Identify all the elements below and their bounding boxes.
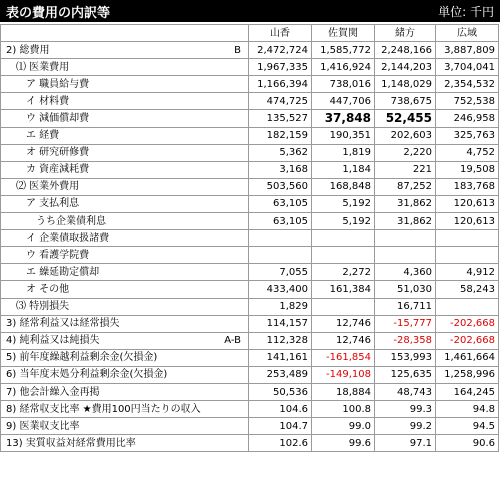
value-cell: 135,527	[249, 110, 312, 127]
row-label: カ 資産減耗費	[26, 164, 90, 176]
value-cell: 1,819	[312, 144, 375, 161]
column-header: 佐賀関	[312, 25, 375, 42]
row-label: オ その他	[26, 283, 70, 295]
row-label-cell	[1, 383, 249, 400]
row-mark: A-B	[224, 335, 241, 347]
value-cell: 5,192	[312, 213, 375, 230]
value-cell: 63,105	[249, 195, 312, 212]
table-row	[1, 230, 499, 247]
value-cell: 1,184	[312, 161, 375, 178]
value-cell: 99.3	[375, 401, 436, 418]
value-cell: 738,016	[312, 76, 375, 93]
value-cell: 125,635	[375, 366, 436, 383]
row-label: うち企業債利息	[36, 215, 106, 227]
cost-breakdown-table	[0, 24, 499, 452]
value-cell	[249, 230, 312, 247]
value-cell: 114,157	[249, 315, 312, 332]
value-cell: 738,675	[375, 93, 436, 110]
value-cell: 190,351	[312, 127, 375, 144]
row-label: ウ 看護学院費	[26, 249, 90, 261]
value-cell: 12,746	[312, 332, 375, 349]
value-cell: 161,384	[312, 281, 375, 298]
table-row	[1, 213, 499, 230]
value-cell: 1,585,772	[312, 42, 375, 59]
table-row	[1, 178, 499, 195]
value-cell: 48,743	[375, 383, 436, 400]
table-row	[1, 110, 499, 127]
row-label-cell	[1, 178, 249, 195]
row-label: ア 職員給与費	[26, 78, 90, 90]
value-cell: 31,862	[375, 213, 436, 230]
table-row	[1, 127, 499, 144]
row-label: 13) 実質収益対経常費用比率	[6, 437, 136, 449]
table-row	[1, 281, 499, 298]
value-cell: 5,362	[249, 144, 312, 161]
row-label: 6) 当年度末処分利益剰余金(欠損金)	[6, 369, 168, 381]
value-cell: 1,829	[249, 298, 312, 315]
value-cell: -149,108	[312, 366, 375, 383]
table-title: 表の費用の内訳等	[6, 5, 111, 21]
table-row	[1, 76, 499, 93]
value-cell	[312, 247, 375, 264]
value-cell	[436, 298, 499, 315]
table-body	[1, 42, 499, 452]
value-cell	[375, 230, 436, 247]
value-cell: -202,668	[436, 315, 499, 332]
value-cell: 2,472,724	[249, 42, 312, 59]
row-label: 2) 総費用	[6, 44, 50, 56]
value-cell: 120,613	[436, 195, 499, 212]
value-cell: 94.8	[436, 401, 499, 418]
table-row	[1, 195, 499, 212]
row-mark: B	[234, 44, 241, 56]
row-label-cell	[1, 161, 249, 178]
value-cell: 221	[375, 161, 436, 178]
table-row	[1, 315, 499, 332]
column-header: 山香	[249, 25, 312, 42]
header-row	[1, 25, 499, 42]
row-label-cell	[1, 76, 249, 93]
value-cell: 63,105	[249, 213, 312, 230]
value-cell: 182,159	[249, 127, 312, 144]
row-label: イ 企業債取扱諸費	[26, 232, 110, 244]
value-cell: 90.6	[436, 435, 499, 452]
row-label: ⑵ 医業外費用	[16, 181, 80, 193]
table-row	[1, 366, 499, 383]
value-cell: 183,768	[436, 178, 499, 195]
row-label: 4) 純利益又は純損失	[6, 335, 100, 347]
value-cell: -161,854	[312, 349, 375, 366]
value-cell: 164,245	[436, 383, 499, 400]
value-cell: -15,777	[375, 315, 436, 332]
row-label: ⑴ 医業費用	[16, 61, 70, 73]
unit-label: 単位: 千円	[438, 4, 494, 19]
row-label: 8) 経常収支比率 ★費用100円当たりの収入	[6, 403, 201, 415]
header-blank	[1, 25, 249, 42]
row-label-cell	[1, 230, 249, 247]
row-label: エ 経費	[26, 130, 60, 142]
value-cell: 2,354,532	[436, 76, 499, 93]
table-row	[1, 349, 499, 366]
value-cell: 2,220	[375, 144, 436, 161]
value-cell: 51,030	[375, 281, 436, 298]
value-cell: 325,763	[436, 127, 499, 144]
value-cell	[249, 247, 312, 264]
value-cell: 4,752	[436, 144, 499, 161]
value-cell: 12,746	[312, 315, 375, 332]
value-cell: 58,243	[436, 281, 499, 298]
row-label-cell	[1, 349, 249, 366]
column-header: 緒方	[375, 25, 436, 42]
value-cell: 5,192	[312, 195, 375, 212]
table-row	[1, 401, 499, 418]
table-row	[1, 247, 499, 264]
value-cell: 246,958	[436, 110, 499, 127]
table-row	[1, 418, 499, 435]
row-label-cell	[1, 366, 249, 383]
value-cell: 99.2	[375, 418, 436, 435]
value-cell	[312, 230, 375, 247]
row-label-cell	[1, 247, 249, 264]
value-cell	[312, 298, 375, 315]
value-cell	[375, 247, 436, 264]
value-cell: 99.0	[312, 418, 375, 435]
row-label-cell	[1, 332, 249, 349]
row-label: ⑶ 特別損失	[16, 301, 70, 313]
value-cell: 3,887,809	[436, 42, 499, 59]
table-row	[1, 93, 499, 110]
value-cell: 87,252	[375, 178, 436, 195]
value-cell: 120,613	[436, 213, 499, 230]
value-cell: 97.1	[375, 435, 436, 452]
row-label: ア 支払利息	[26, 198, 80, 210]
value-cell: 102.6	[249, 435, 312, 452]
value-cell: 752,538	[436, 93, 499, 110]
value-cell: 4,912	[436, 264, 499, 281]
table-row	[1, 42, 499, 59]
column-header: 広域	[436, 25, 499, 42]
value-cell: 112,328	[249, 332, 312, 349]
value-cell: 1,416,924	[312, 59, 375, 76]
table-row	[1, 161, 499, 178]
row-label-cell	[1, 127, 249, 144]
row-label: 5) 前年度繰越利益剰余金(欠損金)	[6, 352, 158, 364]
table-row	[1, 332, 499, 349]
value-cell: -202,668	[436, 332, 499, 349]
table-row	[1, 144, 499, 161]
value-cell: 153,993	[375, 349, 436, 366]
row-label-cell	[1, 418, 249, 435]
value-cell: 168,848	[312, 178, 375, 195]
row-label: ウ 減価償却費	[26, 113, 90, 125]
row-label-cell	[1, 401, 249, 418]
value-cell: 3,704,041	[436, 59, 499, 76]
row-label-cell	[1, 195, 249, 212]
row-label-cell	[1, 144, 249, 161]
value-cell: 1,258,996	[436, 366, 499, 383]
value-cell: 1,148,029	[375, 76, 436, 93]
value-cell: 253,489	[249, 366, 312, 383]
value-cell: 37,848	[312, 110, 375, 127]
row-label: イ 材料費	[26, 95, 70, 107]
value-cell: 503,560	[249, 178, 312, 195]
value-cell: 104.6	[249, 401, 312, 418]
row-label-cell	[1, 435, 249, 452]
row-label-cell	[1, 42, 249, 59]
row-label-cell	[1, 264, 249, 281]
row-label-cell	[1, 298, 249, 315]
value-cell: 50,536	[249, 383, 312, 400]
row-label: エ 繰延勘定償却	[26, 266, 100, 278]
title-bar	[0, 0, 500, 22]
value-cell: 1,166,394	[249, 76, 312, 93]
value-cell: 99.6	[312, 435, 375, 452]
value-cell: 104.7	[249, 418, 312, 435]
row-label: 7) 他会計繰入金再掲	[6, 386, 100, 398]
value-cell: 474,725	[249, 93, 312, 110]
table-row	[1, 383, 499, 400]
value-cell: 52,455	[375, 110, 436, 127]
row-label-cell	[1, 315, 249, 332]
value-cell	[436, 247, 499, 264]
value-cell: 433,400	[249, 281, 312, 298]
value-cell: -28,358	[375, 332, 436, 349]
value-cell: 4,360	[375, 264, 436, 281]
value-cell: 2,144,203	[375, 59, 436, 76]
value-cell: 447,706	[312, 93, 375, 110]
table-row	[1, 298, 499, 315]
row-label: 9) 医業収支比率	[6, 420, 80, 432]
value-cell: 100.8	[312, 401, 375, 418]
table-row	[1, 264, 499, 281]
row-label: 3) 経常利益又は経常損失	[6, 318, 120, 330]
table-row	[1, 59, 499, 76]
value-cell	[436, 230, 499, 247]
value-cell: 16,711	[375, 298, 436, 315]
value-cell: 3,168	[249, 161, 312, 178]
value-cell: 2,248,166	[375, 42, 436, 59]
value-cell: 31,862	[375, 195, 436, 212]
value-cell: 202,603	[375, 127, 436, 144]
value-cell: 94.5	[436, 418, 499, 435]
row-label-cell	[1, 213, 249, 230]
value-cell: 1,461,664	[436, 349, 499, 366]
table-row	[1, 435, 499, 452]
row-label-cell	[1, 93, 249, 110]
value-cell: 7,055	[249, 264, 312, 281]
row-label-cell	[1, 281, 249, 298]
value-cell: 19,508	[436, 161, 499, 178]
value-cell: 141,161	[249, 349, 312, 366]
row-label-cell	[1, 59, 249, 76]
row-label-cell	[1, 110, 249, 127]
value-cell: 18,884	[312, 383, 375, 400]
row-label: オ 研究研修費	[26, 147, 90, 159]
value-cell: 2,272	[312, 264, 375, 281]
value-cell: 1,967,335	[249, 59, 312, 76]
